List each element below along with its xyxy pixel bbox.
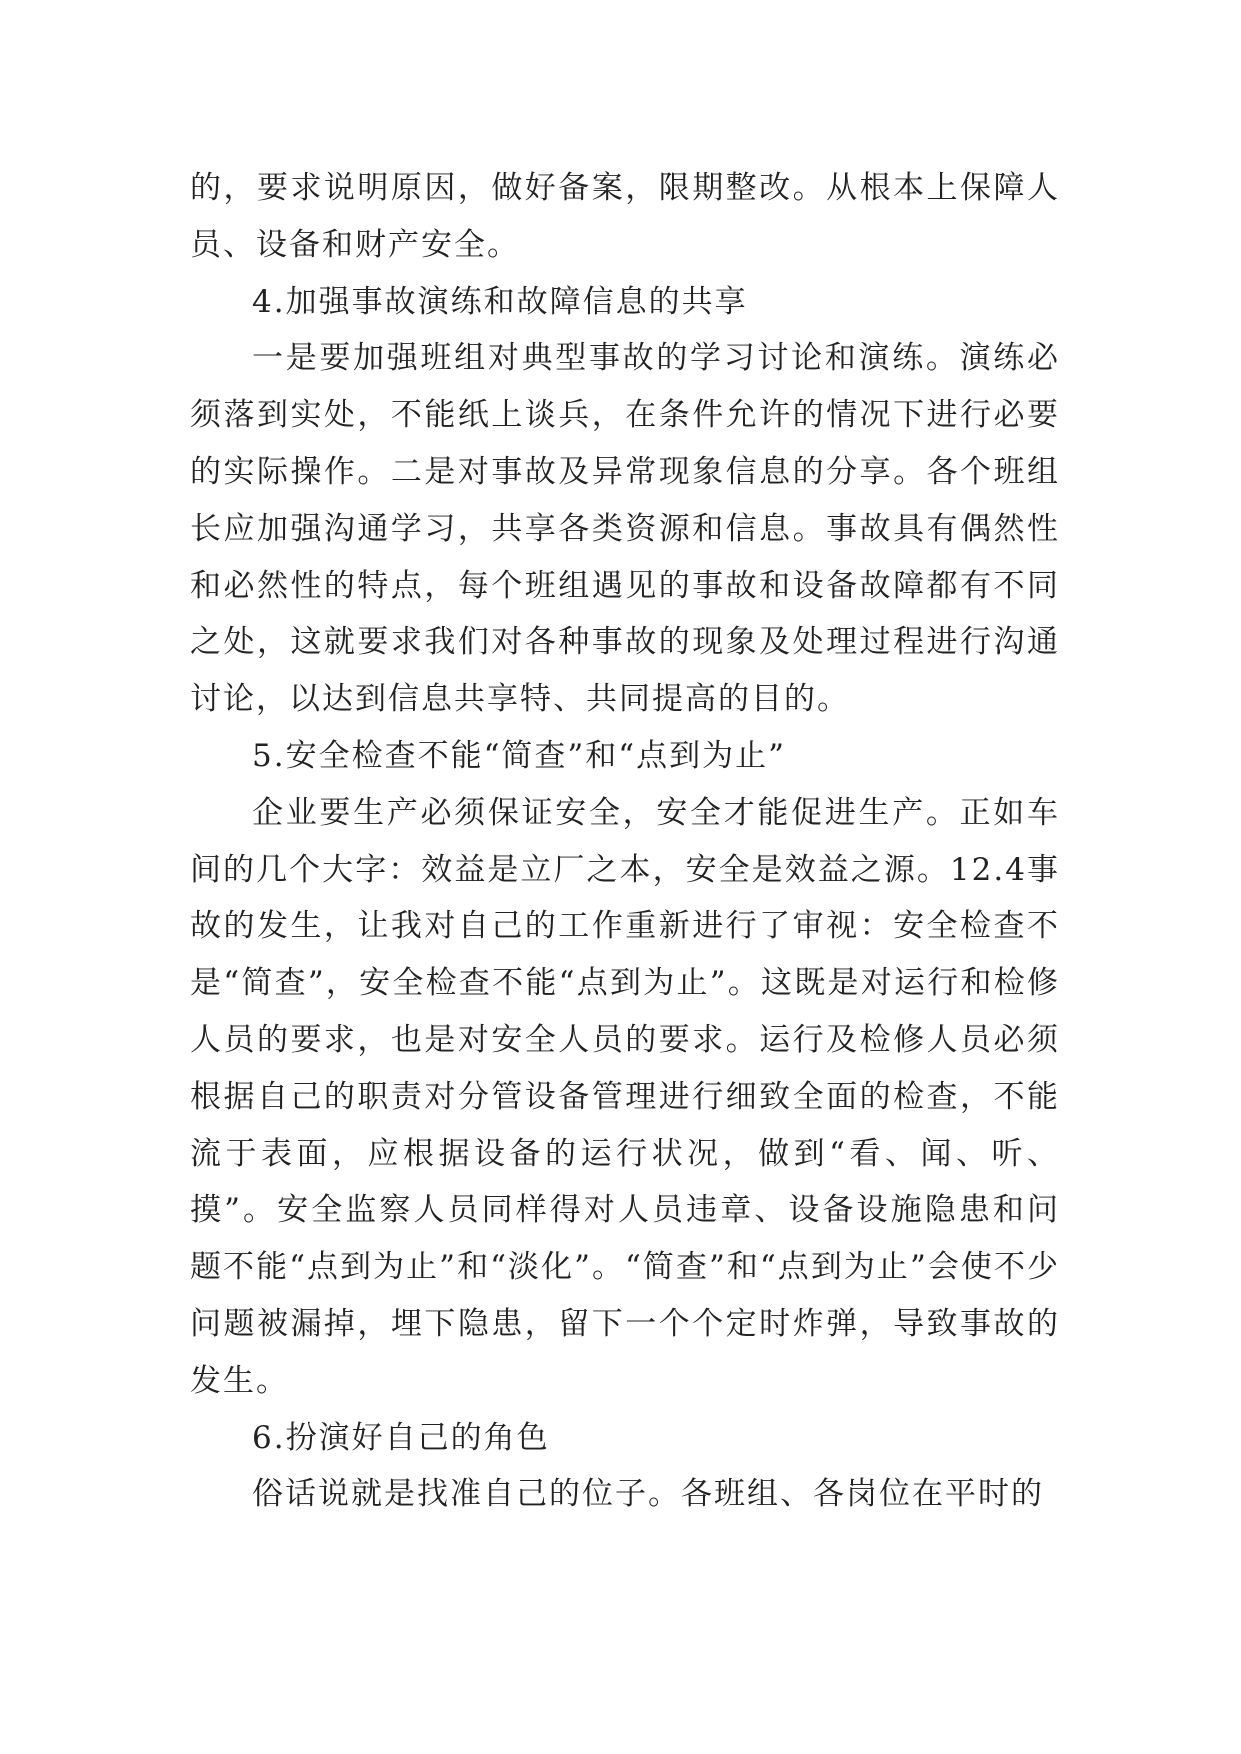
paragraph-role: 俗话说就是找准自己的位子。各班组、各岗位在平时的 [252, 1476, 1044, 1513]
paragraph-inspection: 企业要生产必须保证安全，安全才能促进生产。正如车间的几个大字：效益是立厂之本，安全是效益之源。12.4事故的发生，让我对自己的工作重新进行了审视：安全检查不是“简查”，安全检查不能“点到为止”。这既是对运行和检修人员的要求，也是对安全人员的要求。运行及检修人员必须根据自己的职责对分管设备管理进行细致全面的检查，不能流于表面，应根据设备的运行状况，做到“看、闻、听、摸”。安全监察人员同样得对人员违章、设备设施隐患和问题不能“点到为止”和“淡化”。“简查”和“点到为止”会使不少问题被漏掉，埋下隐患，留下一个个定时炸弹，导致事故的发生。 [190, 794, 1060, 1399]
section-heading-5: 5.安全检查不能“简查”和“点到为止” [252, 737, 786, 774]
document-body [190, 160, 1060, 1523]
paragraph-continuation: 的，要求说明原因，做好备案，限期整改。从根本上保障人员、设备和财产安全。 [190, 170, 1060, 263]
paragraph-drills: 一是要加强班组对典型事故的学习讨论和演练。演练必须落到实处，不能纸上谈兵，在条件允许的情况下进行必要的实际操作。二是对事故及异常现象信息的分享。各个班组长应加强沟通学习，共享各类资源和信息。事故具有偶然性和必然性的特点，每个班组遇见的事故和设备故障都有不同之处，这就要求我们对各种事故的现象及处理过程进行沟通讨论，以达到信息共享特、共同提高的目的。 [190, 340, 1060, 718]
section-heading-4: 4.加强事故演练和故障信息的共享 [252, 283, 748, 320]
section-heading-6: 6.扮演好自己的角色 [252, 1419, 550, 1456]
